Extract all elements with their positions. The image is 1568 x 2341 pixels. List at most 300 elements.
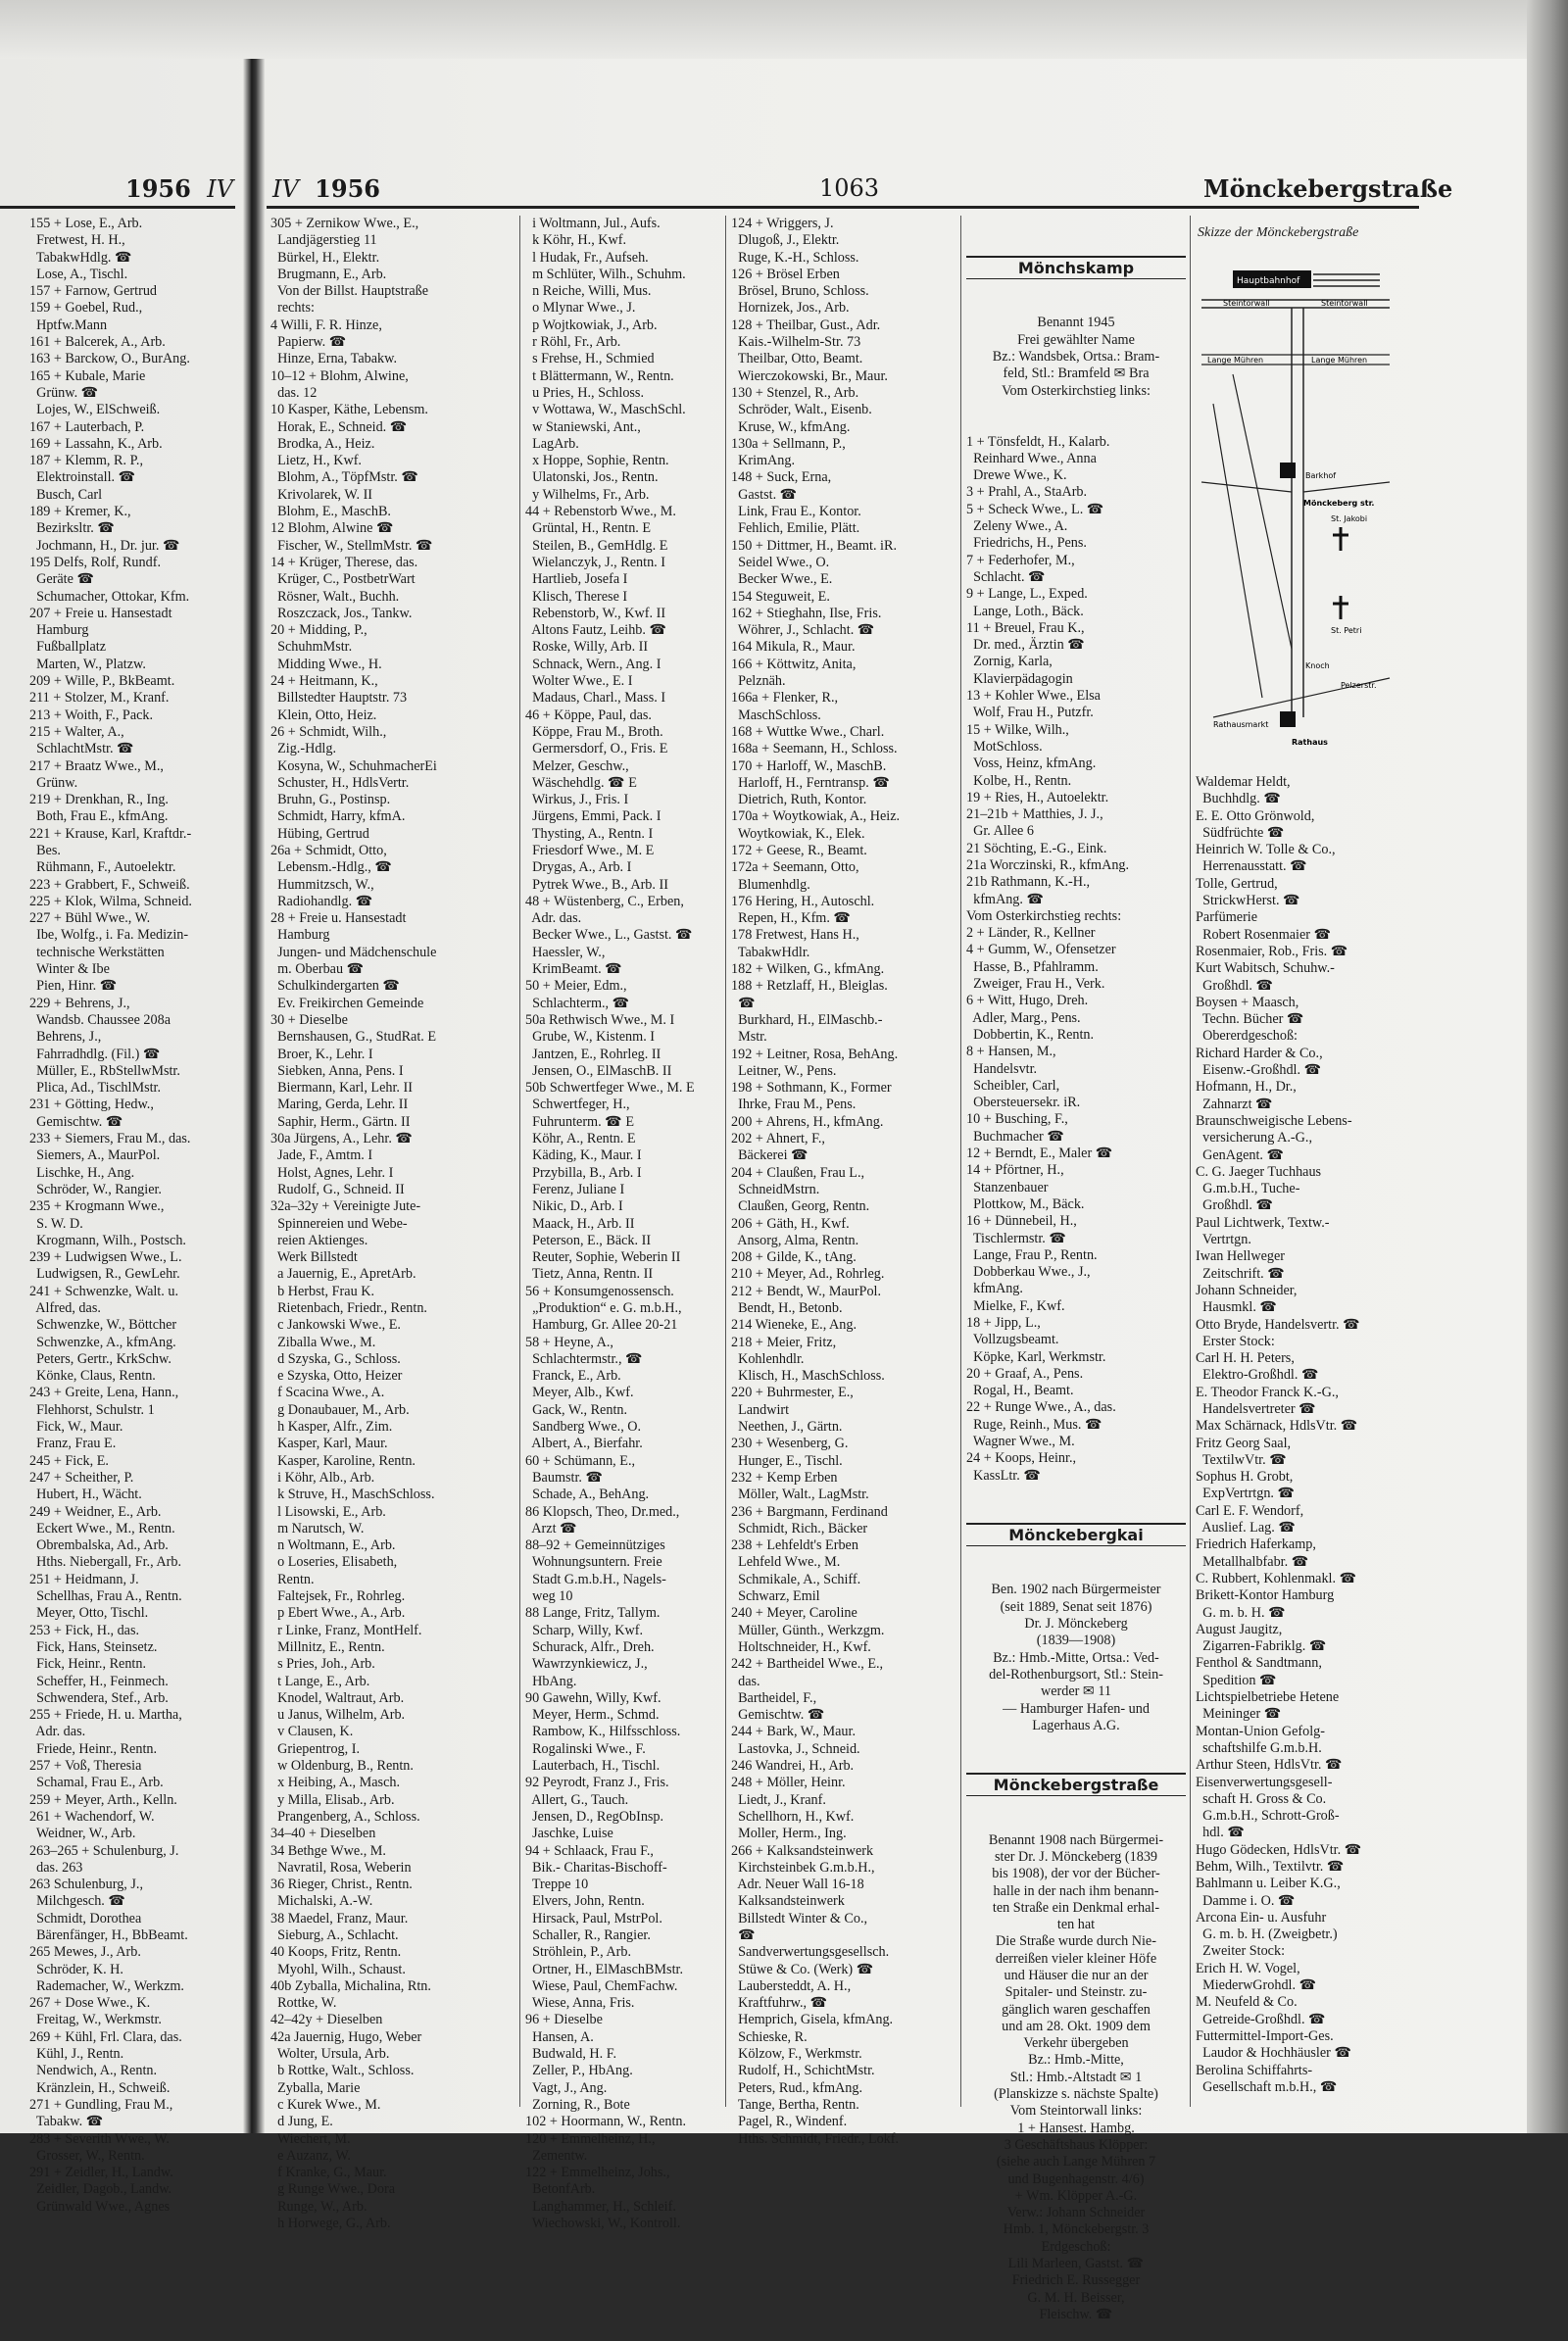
- directory-entry: c Jankowski Wwe., E.: [270, 1317, 401, 1334]
- directory-entry: Möller, Walt., LagMstr.: [731, 1487, 869, 1503]
- directory-entry: 26 + Schmidt, Wilh.,: [270, 723, 387, 740]
- directory-entry: 88 Lange, Fritz, Tallym.: [525, 1605, 661, 1622]
- directory-entry: Friedrich Haferkamp,: [1196, 1536, 1316, 1553]
- directory-entry: (Planskizze s. nächste Spalte): [994, 2086, 1158, 2103]
- directory-entry: e Szyska, Otto, Heizer: [270, 1368, 403, 1385]
- directory-entry: Griepentrog, I.: [270, 1740, 361, 1757]
- directory-entry: Verkehr übergeben: [1023, 2035, 1129, 2052]
- directory-entry: 241 + Schwenzke, Walt. u.: [29, 1283, 178, 1299]
- directory-entry: Jürgens, Emmi, Pack. I: [525, 808, 662, 825]
- directory-entry: Kolbe, H., Rentn.: [966, 772, 1072, 789]
- directory-entry: Marten, W., Platzw.: [29, 656, 146, 672]
- directory-entry: Bärenfänger, H., BbBeamt.: [29, 1926, 188, 1943]
- directory-entry: Handelsvtr.: [966, 1060, 1038, 1077]
- directory-entry: und am 28. Okt. 1909 dem: [1002, 2018, 1151, 2034]
- directory-entry: Adr. das.: [29, 1724, 86, 1740]
- directory-entry: 14 + Krüger, Therese, das.: [270, 554, 418, 570]
- map-label: Hauptbahnhof: [1237, 276, 1300, 286]
- page-top-shadow: [0, 0, 1568, 59]
- directory-entry: Faltejsek, Fr., Rohrleg.: [270, 1588, 406, 1605]
- directory-entry: 130 + Stenzel, R., Arb.: [731, 384, 859, 401]
- directory-entry: 182 + Wilken, G., kfmAng.: [731, 961, 885, 978]
- directory-entry: Techn. Bücher ☎: [1196, 1011, 1304, 1028]
- directory-entry: Jensen, D., RegObInsp.: [525, 1808, 664, 1825]
- directory-entry: Schamal, Frau E., Arb.: [29, 1775, 164, 1791]
- directory-entry: Rademacher, W., Werkzm.: [29, 1977, 184, 1994]
- directory-entry: 195 Delfs, Rolf, Rundf.: [29, 554, 161, 570]
- directory-entry: Kruse, W., kfmAng.: [731, 418, 851, 435]
- directory-entry: 7 + Federhofer, M.,: [966, 552, 1075, 568]
- directory-entry: Kalksandsteinwerk: [731, 1893, 845, 1910]
- directory-entry: Zahnarzt ☎: [1196, 1096, 1273, 1112]
- directory-entry: 235 + Krogmann Wwe.,: [29, 1198, 165, 1215]
- directory-entry: r Röhl, Fr., Arb.: [525, 334, 621, 351]
- directory-entry: S. W. D.: [29, 1215, 83, 1232]
- directory-entry: 11 + Breuel, Frau K.,: [966, 619, 1085, 636]
- directory-entry: 165 + Kubale, Marie: [29, 367, 146, 384]
- directory-entry: Madaus, Charl., Mass. I: [525, 690, 666, 707]
- directory-entry: hdl. ☎: [1196, 1825, 1245, 1841]
- directory-entry: 102 + Hoormann, W., Rentn.: [525, 2114, 687, 2130]
- directory-entry: Zeidler, Dagob., Landw.: [29, 2181, 172, 2198]
- directory-entry: Köppe, Frau M., Broth.: [525, 723, 663, 740]
- map-street: [1233, 374, 1292, 649]
- directory-entry: Budwald, H. F.: [525, 2046, 617, 2063]
- directory-entry: 215 + Walter, A.,: [29, 723, 124, 740]
- left-page-roman: IV: [207, 175, 233, 203]
- directory-entry: Buchhdlg. ☎: [1196, 791, 1282, 807]
- directory-entry: Von der Billst. Hauptstraße: [270, 283, 429, 300]
- directory-entry: Friede, Heinr., Rentn.: [29, 1740, 158, 1757]
- directory-entry: Broer, K., Lehr. I: [270, 1046, 373, 1062]
- directory-entry: u Pries, H., Schloss.: [525, 384, 644, 401]
- directory-entry: Billstedter Hauptstr. 73: [270, 690, 408, 707]
- directory-entry: Otto Bryde, Handelsvertr. ☎: [1196, 1316, 1360, 1333]
- directory-entry: 232 + Kemp Erben: [731, 1469, 838, 1486]
- directory-entry: Jochmann, H., Dr. jur. ☎: [29, 537, 180, 554]
- directory-entry: Hths. Niebergall, Fr., Arb.: [29, 1554, 182, 1571]
- directory-entry: 46 + Köppe, Paul, das.: [525, 707, 652, 723]
- directory-entry: Ruge, K.-H., Schloss.: [731, 249, 859, 266]
- directory-entry: v Wottawa, W., MaschSchl.: [525, 402, 686, 418]
- directory-entry: h Horwege, G., Arb.: [270, 2216, 391, 2232]
- directory-entry: 168a + Seemann, H., Schloss.: [731, 741, 898, 757]
- directory-entry: 12 Blohm, Alwine ☎: [270, 520, 394, 537]
- directory-entry: b Herbst, Frau K.: [270, 1283, 374, 1299]
- directory-entry: Ströhlein, P., Arb.: [525, 1944, 631, 1961]
- directory-entry: Wolter, Ursula, Arb.: [270, 2046, 390, 2063]
- directory-entry: Handelsvertreter ☎: [1196, 1400, 1316, 1417]
- directory-entry: Dietrich, Ruth, Kontor.: [731, 792, 867, 808]
- directory-entry: Wandsb. Chaussee 208a: [29, 1011, 171, 1028]
- directory-entry: GenAgent. ☎: [1196, 1146, 1285, 1163]
- directory-entry: Wolter Wwe., E. I: [525, 673, 633, 690]
- right-page-roman: IV: [272, 175, 299, 203]
- directory-entry: TabakwHdlg. ☎: [29, 249, 132, 266]
- directory-entry: Krüger, C., PostbetrWart: [270, 571, 416, 588]
- header-rule-left: [0, 206, 235, 209]
- directory-entry: TextilwVtr. ☎: [1196, 1451, 1287, 1468]
- directory-entry: Krivolarek, W. II: [270, 486, 373, 503]
- directory-entry: MaschSchloss.: [731, 707, 821, 723]
- directory-entry: h Kasper, Alfr., Zim.: [270, 1419, 393, 1436]
- directory-entry: das.: [731, 1673, 760, 1689]
- directory-entry: Lischke, H., Ang.: [29, 1164, 135, 1181]
- directory-entry: Schellhorn, H., Kwf.: [731, 1808, 855, 1825]
- directory-entry: 130a + Sellmann, P.,: [731, 435, 846, 452]
- directory-entry: Milchgesch. ☎: [29, 1893, 126, 1910]
- directory-entry: Grünwald Wwe., Agnes: [29, 2198, 171, 2215]
- directory-entry: Albert, A., Bierfahr.: [525, 1436, 643, 1452]
- directory-entry: weg 10: [525, 1588, 573, 1605]
- directory-entry: Hübing, Gertrud: [270, 825, 369, 842]
- directory-entry: Lagerhaus A.G.: [1032, 1717, 1120, 1733]
- directory-entry: Wiese, Paul, ChemFachw.: [525, 1977, 678, 1994]
- directory-entry: Drygas, A., Arb. I: [525, 859, 632, 876]
- directory-entry: 208 + Gilde, K., tAng.: [731, 1249, 857, 1266]
- directory-entry: 14 + Pförtner, H.,: [966, 1162, 1064, 1179]
- directory-entry: 169 + Lassahn, K., Arb.: [29, 435, 163, 452]
- directory-entry: schaft H. Gross & Co.: [1196, 1790, 1327, 1807]
- directory-entry: Radiohandlg. ☎: [270, 893, 373, 909]
- map-street: [1201, 482, 1292, 492]
- directory-entry: w Oldenburg, B., Rentn.: [270, 1758, 414, 1775]
- directory-entry: l Hudak, Fr., Aufseh.: [525, 249, 649, 266]
- directory-entry: Winter & Ibe: [29, 961, 110, 978]
- map-label: Mönckeberg str.: [1303, 499, 1375, 508]
- directory-entry: Schulkindergarten ☎: [270, 978, 401, 995]
- directory-entry: Rogalinski Wwe., F.: [525, 1740, 646, 1757]
- directory-entry: Billstedt Winter & Co.,: [731, 1910, 868, 1926]
- directory-entry: Elektroinstall. ☎: [29, 469, 136, 486]
- directory-entry: Lastovka, J., Schneid.: [731, 1740, 860, 1757]
- folio-number: 1063: [819, 174, 880, 202]
- directory-entry: Midding Wwe., H.: [270, 656, 382, 672]
- directory-entry: 50 + Meier, Edm.,: [525, 978, 627, 995]
- directory-entry: Ben. 1902 nach Bürgermeister: [991, 1582, 1161, 1598]
- directory-entry: 42a Jauernig, Hugo, Weber: [270, 2028, 422, 2045]
- directory-entry: 267 + Dose Wwe., K.: [29, 1995, 151, 2012]
- directory-entry: d Jung, E.: [270, 2114, 333, 2130]
- directory-entry: 157 + Farnow, Gertrud: [29, 283, 158, 300]
- directory-entry: 8 + Hansen, M.,: [966, 1044, 1056, 1060]
- directory-entry: 162 + Stieghahn, Ilse, Fris.: [731, 605, 882, 621]
- directory-entry: Zigarren-Fabriklg. ☎: [1196, 1638, 1327, 1655]
- map-street: [1213, 404, 1262, 698]
- directory-entry: Holtschneider, H., Kwf.: [731, 1638, 871, 1655]
- directory-entry: Link, Frau E., Kontor.: [731, 504, 861, 520]
- directory-entry: Zyballa, Marie: [270, 2079, 361, 2096]
- directory-entry: 6 + Witt, Hugo, Dreh.: [966, 993, 1089, 1009]
- directory-entry: Kölzow, F., Werkmstr.: [731, 2046, 862, 2063]
- directory-entry: Rebenstorb, W., Kwf. II: [525, 605, 666, 621]
- directory-entry: Weidner, W., Arb.: [29, 1826, 136, 1842]
- directory-entry: 38 Maedel, Franz, Maur.: [270, 1910, 409, 1926]
- directory-entry: 220 + Buhrmester, E.,: [731, 1385, 854, 1401]
- directory-entry: 124 + Wriggers, J.: [731, 216, 834, 231]
- directory-entry: halle in der nach ihm benann-: [993, 1882, 1159, 1899]
- directory-entry: Schaller, R., Rangier.: [525, 1926, 651, 1943]
- directory-entry: Both, Frau E., kfmAng.: [29, 808, 169, 825]
- directory-entry: 24 + Heitmann, K.,: [270, 673, 378, 690]
- directory-entry: Roszczack, Jos., Tankw.: [270, 605, 413, 621]
- directory-entry: Fahrradhdlg. (Fil.) ☎: [29, 1046, 161, 1062]
- directory-entry: Richard Harder & Co.,: [1196, 1045, 1323, 1061]
- directory-entry: 229 + Behrens, J.,: [29, 995, 130, 1011]
- directory-entry: Buchmacher ☎: [966, 1128, 1065, 1145]
- directory-entry: Vollzugsbeamt.: [966, 1332, 1059, 1348]
- directory-entry: i Woltmann, Jul., Aufs.: [525, 216, 661, 231]
- directory-entry: y Wilhelms, Fr., Arb.: [525, 486, 650, 503]
- directory-entry: 198 + Sothmann, K., Former: [731, 1080, 892, 1097]
- map-label: Steintorwall: [1321, 299, 1368, 308]
- directory-entry: Grosser, W., Rentn.: [29, 2147, 145, 2164]
- directory-entry: 187 + Klemm, R. P.,: [29, 453, 143, 469]
- directory-entry: Behrens, J.,: [29, 1029, 102, 1046]
- directory-entry: Kosyna, W., SchuhmacherEi: [270, 757, 437, 774]
- directory-entry: 178 Fretwest, Hans H.,: [731, 927, 859, 944]
- right-page-header-left: [272, 174, 380, 208]
- directory-entry: Tabakw. ☎: [29, 2114, 104, 2130]
- directory-entry: Kasper, Karl, Maur.: [270, 1436, 388, 1452]
- directory-entry: v Clausen, K.: [270, 1724, 354, 1740]
- moenchskamp-intro: [966, 315, 1186, 399]
- directory-entry: e Auzanz, W.: [270, 2147, 351, 2164]
- directory-entry: (seit 1889, Senat seit 1876): [1000, 1598, 1152, 1615]
- directory-entry: 221 + Krause, Karl, Kraftdr.-: [29, 825, 192, 842]
- directory-entry: 231 + Götting, Hedw.,: [29, 1097, 154, 1113]
- directory-entry: Bäckerei ☎: [731, 1147, 808, 1164]
- directory-entry: r Linke, Franz, MontHelf.: [270, 1622, 422, 1638]
- directory-entry: 238 + Lehfeldt's Erben: [731, 1537, 858, 1554]
- book-gutter: [243, 59, 265, 2133]
- directory-entry: Brösel, Bruno, Schloss.: [731, 283, 869, 300]
- directory-entry: Montan-Union Gefolg-: [1196, 1723, 1325, 1739]
- map-label: Lange Mühren: [1311, 356, 1368, 365]
- directory-entry: Fenthol & Sandtmann,: [1196, 1655, 1322, 1672]
- directory-entry: 13 + Kohler Wwe., Elsa: [966, 688, 1101, 705]
- directory-entry: l Lisowski, E., Arb.: [270, 1503, 386, 1520]
- directory-entry: Hausmkl. ☎: [1196, 1299, 1278, 1316]
- directory-entry: Iwan Hellweger: [1196, 1248, 1285, 1265]
- directory-entry: 202 + Ahnert, F.,: [731, 1131, 825, 1147]
- column-rule: [960, 216, 961, 2107]
- directory-entry: 245 + Fick, E.: [29, 1452, 109, 1469]
- directory-entry: G. M. H. Beisser,: [1027, 2289, 1125, 2306]
- directory-entry: Prangenberg, A., Schloss.: [270, 1808, 420, 1825]
- directory-entry: Zweiter Stock:: [1196, 1943, 1286, 1960]
- directory-entry: Maack, H., Arb. II: [525, 1215, 635, 1232]
- directory-entry: Tolle, Gertrud,: [1196, 875, 1278, 892]
- directory-entry: Klein, Otto, Heiz.: [270, 707, 377, 723]
- directory-entry: Bendt, H., Betonb.: [731, 1300, 843, 1316]
- moenckebergkai-text: [966, 1582, 1186, 1734]
- directory-entry: Stadt G.m.b.H., Nagels-: [525, 1571, 666, 1587]
- directory-entry: o Mlynar Wwe., J.: [525, 300, 636, 317]
- directory-entry: n Reiche, Willi, Mus.: [525, 283, 652, 300]
- directory-entry: m Narutsch, W.: [270, 1520, 365, 1536]
- directory-entry: Kraftfuhrw., ☎: [731, 1995, 828, 2012]
- directory-entry: g Donaubauer, M., Arb.: [270, 1401, 410, 1418]
- map-label: St. Petri: [1331, 626, 1362, 635]
- directory-entry: Fehlich, Emilie, Plätt.: [731, 520, 860, 537]
- directory-entry: Klavierpädagogin: [966, 670, 1073, 687]
- directory-entry: Reinhard Wwe., Anna: [966, 450, 1097, 466]
- directory-entry: 60 + Schümann, E.,: [525, 1452, 636, 1469]
- directory-entry: Melzer, Geschw.,: [525, 757, 629, 774]
- directory-entry: Metallhalbfabr. ☎: [1196, 1553, 1309, 1570]
- directory-entry: Wohnungsuntern. Freie: [525, 1554, 662, 1571]
- directory-entry: G. m. b. H. ☎: [1196, 1604, 1286, 1621]
- directory-entry: Vagt, J., Ang.: [525, 2079, 608, 2096]
- map-label: St. Jakobi: [1331, 514, 1368, 523]
- running-title: Mönckebergstraße: [1203, 174, 1453, 203]
- directory-entry: SchuhmMstr.: [270, 639, 353, 656]
- directory-entry: versicherung A.-G.,: [1196, 1130, 1312, 1146]
- directory-entry: 206 + Gäth, H., Kwf.: [731, 1215, 850, 1232]
- directory-entry: Przybilla, B., Arb. I: [525, 1164, 642, 1181]
- directory-entry: Berolina Schiffahrts-: [1196, 2062, 1313, 2078]
- directory-entry: Schade, A., BehAng.: [525, 1487, 650, 1503]
- directory-entry: Vom Osterkirchstieg rechts:: [966, 907, 1122, 924]
- directory-entry: Wawrzynkiewicz, J.,: [525, 1656, 648, 1673]
- directory-entry: Rösner, Walt., Buchh.: [270, 588, 400, 605]
- directory-entry: Pagel, R., Windenf.: [731, 2114, 848, 2130]
- directory-entry: August Jaugitz,: [1196, 1621, 1283, 1637]
- directory-entry: Eisenverwertungsgesell-: [1196, 1774, 1333, 1790]
- directory-entry: Lehfeld Wwe., M.: [731, 1554, 841, 1571]
- directory-entry: Roske, Willy, Arb. II: [525, 639, 649, 656]
- directory-entry: BetonfArb.: [525, 2181, 596, 2198]
- directory-entry: 166 + Köttwitz, Anita,: [731, 656, 857, 672]
- directory-entry: E. Theodor Franck K.-G.,: [1196, 1384, 1339, 1400]
- directory-entry: Wirkus, J., Fris. I: [525, 792, 629, 808]
- map-street: [1303, 482, 1390, 492]
- directory-entry: Eisenw.-Großhdl. ☎: [1196, 1062, 1322, 1079]
- directory-entry: Rühmann, F., Autoelektr.: [29, 859, 176, 876]
- directory-entry: Plica, Ad., TischlMstr.: [29, 1080, 162, 1097]
- directory-entry: Zeller, P., HbAng.: [525, 2063, 633, 2079]
- directory-entry: Zementw.: [525, 2147, 588, 2164]
- directory-entry: Lange, Frau P., Rentn.: [966, 1246, 1098, 1263]
- directory-entry: Bruhn, G., Postinsp.: [270, 792, 391, 808]
- directory-entry: G.m.b.H., Tuche-: [1196, 1181, 1300, 1197]
- directory-entry: Meyer, Alb., Kwf.: [525, 1385, 634, 1401]
- directory-entry: 21b Rathmann, K.-H.,: [966, 874, 1091, 891]
- directory-entry: Lange, Loth., Bäck.: [966, 603, 1084, 619]
- directory-entry: 28 + Freie u. Hansestadt: [270, 910, 407, 927]
- directory-entry: Kränzlein, H., Schweiß.: [29, 2079, 171, 2096]
- directory-entry: Spitaler- und Steinstr. zu-: [1004, 1984, 1148, 2001]
- directory-entry: 1 + Hansest. Hambg.: [1017, 2120, 1135, 2136]
- directory-entry: 21–21b + Matthies, J. J.,: [966, 806, 1103, 823]
- directory-entry: Adr. Neuer Wall 16-18: [731, 1877, 864, 1893]
- directory-entry: Landjägerstieg 11: [270, 232, 377, 249]
- directory-entry: Freitag, W., Werkmstr.: [29, 2012, 162, 2028]
- directory-entry: Zweiger, Frau H., Verk.: [966, 976, 1105, 993]
- directory-entry: n Woltmann, E., Arb.: [270, 1537, 396, 1554]
- directory-entry: Verw.: Johann Schneider: [1006, 2205, 1146, 2221]
- street-heading-moenckebergstrasse: Mönckebergstraße: [966, 1773, 1186, 1796]
- directory-entry: 3 + Prahl, A., StaArb.: [966, 484, 1088, 501]
- directory-entry: Holst, Agnes, Lehr. I: [270, 1164, 394, 1181]
- directory-entry: ExpVertrtgn. ☎: [1196, 1486, 1296, 1502]
- directory-entry: 161 + Balcerek, A., Arb.: [29, 334, 166, 351]
- directory-entry: Harloff, H., Ferntransp. ☎: [731, 774, 891, 791]
- directory-entry: w Staniewski, Ant.,: [525, 418, 641, 435]
- directory-entry: Knodel, Waltraut, Arb.: [270, 1689, 405, 1706]
- directory-entry: Peters, Rud., kfmAng.: [731, 2079, 862, 2096]
- directory-entry: Herrenausstatt. ☎: [1196, 858, 1307, 875]
- directory-entry: 248 + Möller, Heinr.: [731, 1775, 846, 1791]
- directory-entry: f Kranke, G., Maur.: [270, 2165, 387, 2181]
- directory-entry: MiederwGrohdl. ☎: [1196, 1977, 1317, 1994]
- directory-entry: 86 Klopsch, Theo, Dr.med.,: [525, 1503, 680, 1520]
- directory-entry: und Bugenhagenstr. 4/6): [1007, 2170, 1145, 2187]
- directory-entry: Rosenmaier, Rob., Fris. ☎: [1196, 943, 1348, 959]
- directory-entry: 263–265 + Schulenburg, J.: [29, 1842, 179, 1859]
- directory-entry: 159 + Goebel, Rud.,: [29, 300, 143, 317]
- directory-entry: Voss, Heinz, kfmAng.: [966, 756, 1097, 772]
- directory-entry: und Häuser die nur an der: [1004, 1967, 1149, 1983]
- directory-entry: Obersteuersekr. iR.: [966, 1095, 1081, 1111]
- directory-entry: 58 + Heyne, A.,: [525, 1334, 613, 1350]
- map-label: Steintorwall: [1223, 299, 1270, 308]
- directory-entry: 120 + Emmelheinz, H.,: [525, 2130, 656, 2147]
- directory-entry: 242 + Bartheidel Wwe., E.,: [731, 1656, 884, 1673]
- directory-entry: Die Straße wurde durch Nie-: [996, 1933, 1156, 1950]
- directory-entry: Sieburg, A., Schlacht.: [270, 1926, 399, 1943]
- directory-entry: Lichtspielbetriebe Hetene: [1196, 1689, 1340, 1706]
- directory-entry: Jantzen, E., Rohrleg. II: [525, 1046, 662, 1062]
- directory-entry: Scharp, Willy, Kwf.: [525, 1622, 644, 1638]
- directory-entry: Mielke, F., Kwf.: [966, 1297, 1065, 1314]
- directory-entry: Erster Stock:: [1196, 1333, 1275, 1349]
- directory-entry: 42–42y + Dieselben: [270, 2012, 383, 2028]
- directory-entry: Reuter, Sophie, Weberin II: [525, 1249, 681, 1266]
- directory-entry: Parfümerie: [1196, 909, 1258, 926]
- directory-entry: Wäschehdlg. ☎ E: [525, 774, 637, 791]
- directory-entry: 150 + Dittmer, H., Beamt. iR.: [731, 537, 897, 554]
- directory-entry: Peters, Gertr., KrkSchw.: [29, 1350, 172, 1367]
- directory-entry: Laubersteddt, A. H.,: [731, 1977, 852, 1994]
- directory-entry: Papierw. ☎: [270, 334, 347, 351]
- directory-entry: Hartlieb, Josefa I: [525, 571, 628, 588]
- directory-entry: 223 + Grabbert, F., Schweiß.: [29, 876, 190, 893]
- directory-entry: Stüwe & Co. (Werk) ☎: [731, 1961, 874, 1977]
- moenchskamp-entries: [966, 434, 1186, 1485]
- directory-entry: Benannt 1945: [1037, 315, 1115, 331]
- directory-entry: m. Oberbau ☎: [270, 961, 365, 978]
- map-title: Skizze der Mönckebergstraße: [1198, 225, 1359, 240]
- header-rule-right: [267, 206, 1419, 209]
- directory-entry: 211 + Stolzer, M., Kranf.: [29, 690, 170, 707]
- directory-entry: Woytkowiak, K., Elek.: [731, 825, 865, 842]
- directory-entry: m Schlüter, Wilh., Schuhm.: [525, 266, 686, 282]
- directory-entry: SchlachtMstr. ☎: [29, 741, 134, 757]
- directory-entry: werder ✉ 11: [1040, 1683, 1112, 1700]
- directory-entry: TabakwHdlr.: [731, 944, 810, 960]
- directory-entry: Bes.: [29, 842, 61, 858]
- directory-entry: — Hamburger Hafen- und: [1003, 1700, 1150, 1717]
- directory-entry: Max Schärnack, HdlsVtr. ☎: [1196, 1418, 1358, 1435]
- directory-entry: Schmidt, Harry, kfmA.: [270, 808, 406, 825]
- directory-entry: Erich H. W. Vogel,: [1196, 1960, 1300, 1976]
- directory-entry: 200 + Ahrens, H., kfmAng.: [731, 1113, 884, 1130]
- directory-entry: 56 + Konsumgenossensch.: [525, 1283, 674, 1299]
- street-heading-moenckebergkai: Mönckebergkai: [966, 1523, 1186, 1546]
- directory-entry: Grünw. ☎: [29, 384, 99, 401]
